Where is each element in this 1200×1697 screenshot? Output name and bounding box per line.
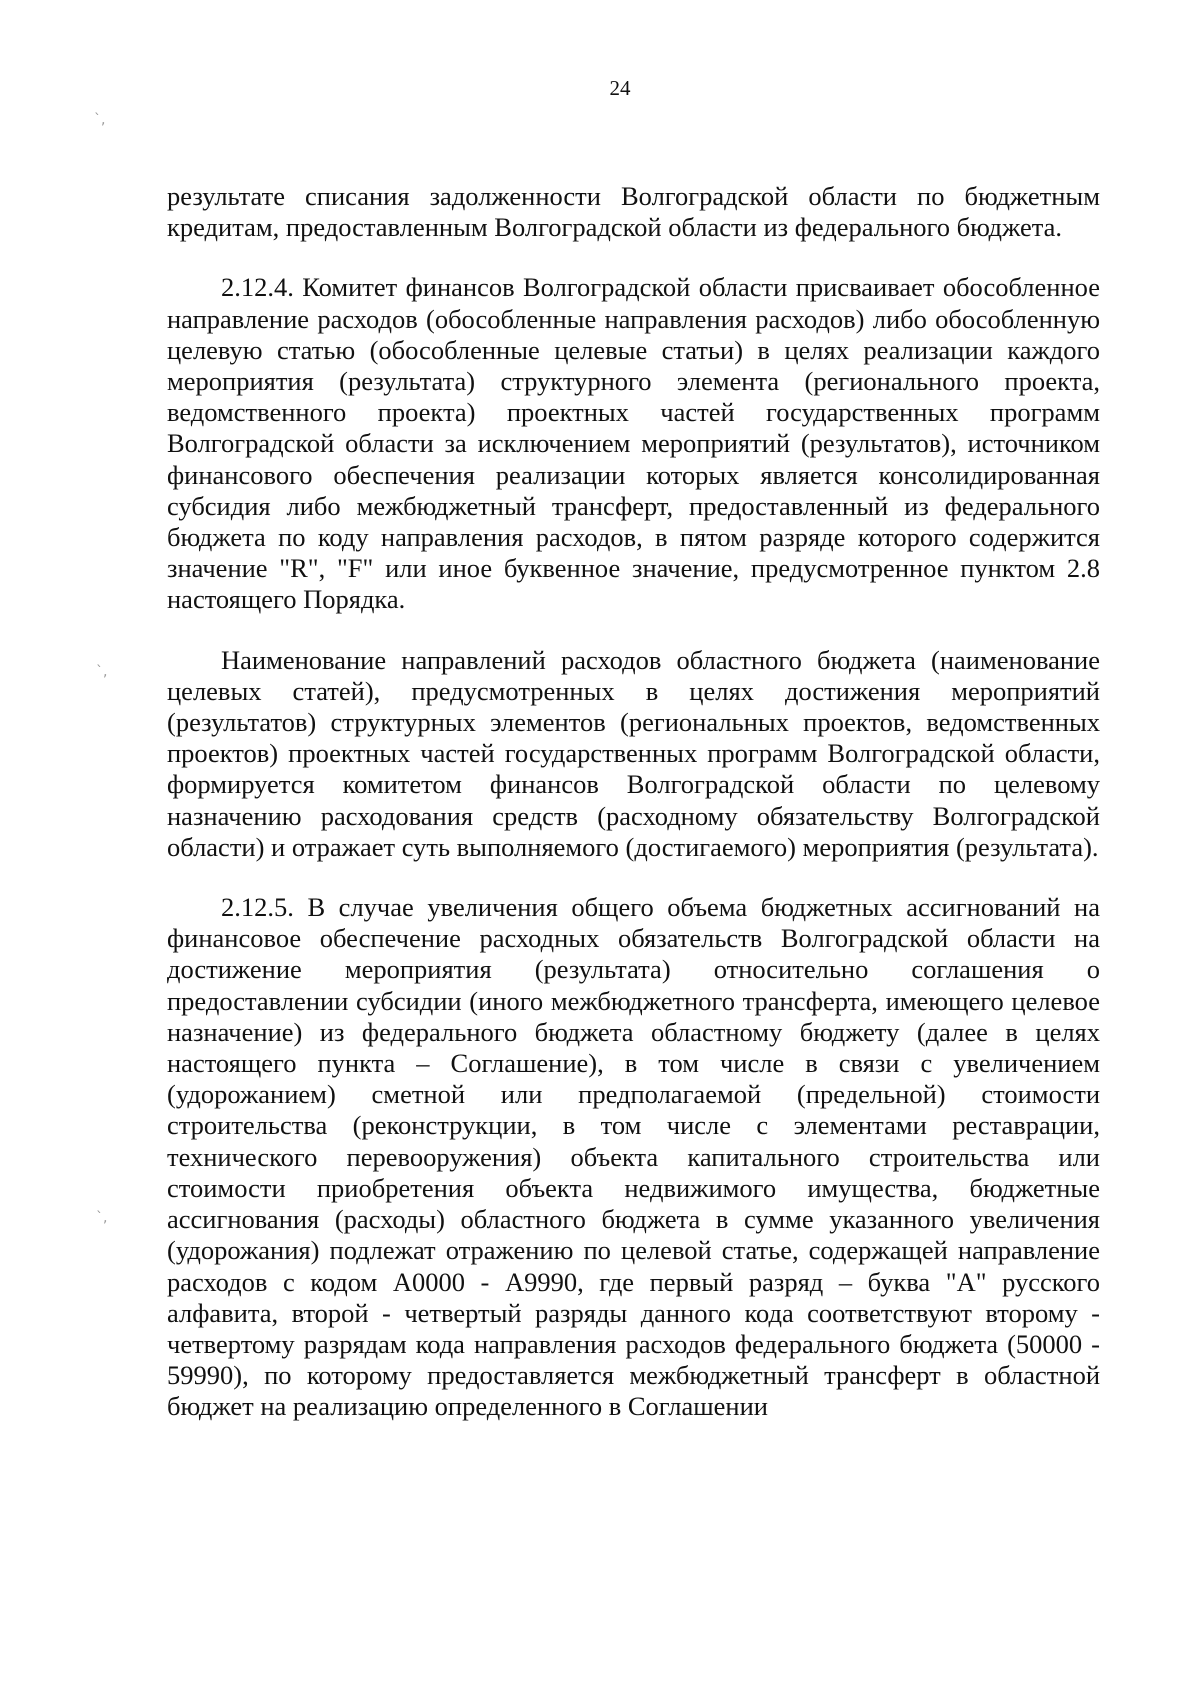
- paragraph-naming-rules: Наименование направлений расходов областного бюджета (наименование целевых статей), предусмотренных в целях достижения мероприятий (результатов) структурных элементов (региональных проектов, ведомственных проектов) проектных частей государственных программ Волгоградской области, формируется комитетом финансов Волгоградской области по целевому назначению расходования средств (расходному обязательству Волгоградской области) и отражает суть выполняемого (достигаемого) мероприятия (результата).: [167, 644, 1100, 862]
- scan-mark: `,: [96, 664, 108, 680]
- scan-mark: `,: [94, 112, 106, 128]
- paragraph-2-12-5: 2.12.5. В случае увеличения общего объема бюджетных ассигнований на финансовое обеспечение расходных обязательств Волгоградской области на достижение мероприятия (результата) относительно соглашения о предоставлении субсидии (иного межбюджетного трансферта, имеющего целевое назначение) из федерального бюджета областному бюджету (далее в целях настоящего пункта – Соглашение), в том числе в связи с увеличением (удорожанием) сметной или предполагаемой (предельной) стоимости строительства (реконструкции, в том числе с элементами реставрации, технического перевооружения) объекта капитального строительства или стоимости приобретения объекта недвижимого имущества, бюджетные ассигнования (расходы) областного бюджета в сумме указанного увеличения (удорожания) подлежат отражению по целевой статье, содержащей направление расходов с кодом А0000 - А9990, где первый разряд – буква "А" русского алфавита, второй - четвертый разряды данного кода соответствуют второму - четвертому разрядам кода направления расходов федерального бюджета (50000 - 59990), по которому предоставляется межбюджетный трансферт в областной бюджет на реализацию определенного в Соглашении: [167, 892, 1100, 1422]
- page-number: 24: [609, 76, 631, 100]
- paragraph-continuation: результате списания задолженности Волгоградской области по бюджетным кредитам, предоставленным Волгоградской области из федерального бюджета.: [167, 181, 1100, 243]
- document-body: [167, 181, 1100, 1423]
- paragraph-2-12-4: 2.12.4. Комитет финансов Волгоградской области присваивает обособленное направление расходов (обособленные направления расходов) либо обособленную целевую статью (обособленные целевые статьи) в целях реализации каждого мероприятия (результата) структурного элемента (регионального проекта, ведомственного проекта) проектных частей государственных программ Волгоградской области за исключением мероприятий (результатов), источником финансового обеспечения реализации которых является консолидированная субсидия либо межбюджетный трансферт, предоставленный из федерального бюджета по коду направления расходов, в пятом разряде которого содержится значение "R", "F" или иное буквенное значение, предусмотренное пунктом 2.8 настоящего Порядка.: [167, 272, 1100, 615]
- scan-mark: `,: [96, 1210, 108, 1226]
